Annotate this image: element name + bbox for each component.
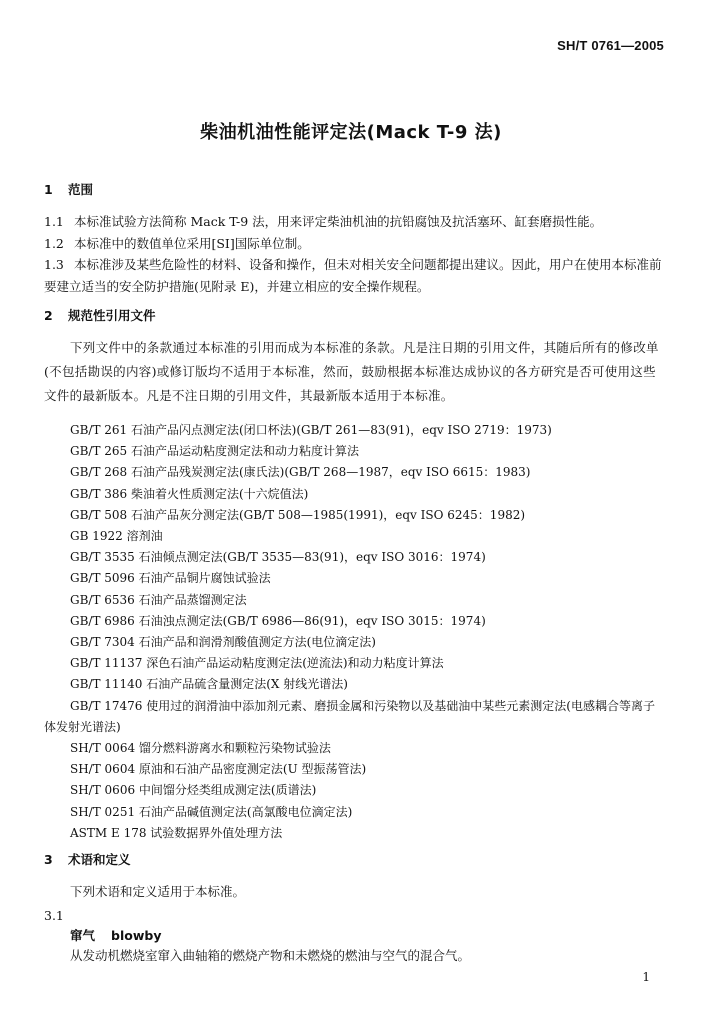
term-name: 窜气 [70, 928, 96, 943]
section-number: 2 [44, 308, 53, 323]
term-definition: 从发动机燃烧室窜入曲轴箱的燃烧产物和未燃烧的燃油与空气的混合气。 [70, 948, 471, 963]
reference-item: ASTM E 178 试验数据界外值处理方法 [70, 825, 283, 840]
reference-item: GB/T 386 柴油着火性质测定法(十六烷值法) [70, 486, 309, 501]
reference-item: SH/T 0604 原油和石油产品密度测定法(U 型振荡管法) [70, 762, 367, 777]
reference-item: GB/T 6986 石油浊点测定法(GB/T 6986—86(91)，eqv ISO 3015：1974) [70, 613, 486, 628]
reference-item: SH/T 0251 石油产品碱值测定法(高氯酸电位滴定法) [70, 804, 353, 819]
section-title: 术语和定义 [68, 852, 131, 867]
reference-list [44, 420, 670, 844]
clause-text: 本标准试验方法简称 Mack T-9 法，用来评定柴油机油的抗铅腐蚀及抗活塞环、缸套磨损性能。 [73, 214, 603, 229]
section-1-heading [44, 178, 664, 202]
section-number: 1 [44, 182, 53, 197]
clause-1-1 [44, 210, 664, 234]
reference-item: GB/T 268 石油产品残炭测定法(康氏法)(GB/T 268—1987，eqv ISO 6615：1983) [70, 465, 531, 480]
reference-item: GB/T 508 石油产品灰分测定法(GB/T 508—1985(1991)，eqv ISO 6245：1982) [70, 507, 526, 522]
reference-item: GB/T 6536 石油产品蒸馏测定法 [70, 592, 247, 607]
reference-item: SH/T 0064 馏分燃料游离水和颗粒污染物试验法 [70, 741, 331, 756]
reference-item: GB/T 3535 石油倾点测定法(GB/T 3535—83(91)，eqv ISO 3016：1974) [70, 550, 486, 565]
standard-code: SH/T 0761—2005 [557, 38, 664, 53]
reference-item: GB/T 17476 使用过的润滑油中添加剂元素、磨损金属和污染物以及基础油中某些元素测定法(电感耦合等离子体发射光谱法) [44, 698, 655, 734]
page-number: 1 [642, 970, 650, 984]
clause-number: 1.2 [44, 236, 64, 251]
reference-item: GB/T 7304 石油产品和润滑剂酸值测定方法(电位滴定法) [70, 635, 376, 650]
reference-item: GB/T 265 石油产品运动粘度测定法和动力粘度计算法 [70, 444, 359, 459]
reference-item: GB/T 261 石油产品闪点测定法(闭口杯法)(GB/T 261—83(91)，eqv ISO 2719：1973) [70, 423, 552, 437]
reference-item: GB/T 11140 石油产品硫含量测定法(X 射线光谱法) [70, 677, 348, 692]
clause-1-3 [44, 254, 664, 298]
reference-item: SH/T 0606 中间馏分烃类组成测定法(质谱法) [70, 783, 317, 798]
term-number: 3.1 [44, 908, 64, 923]
section-number: 3 [44, 852, 53, 867]
reference-item: GB 1922 溶剂油 [70, 529, 163, 544]
document-title: 柴油机油性能评定法(Mack T-9 法) [200, 122, 502, 143]
term-english: blowby [111, 928, 162, 943]
section-3-heading [44, 848, 664, 872]
section-2-heading [44, 304, 664, 328]
clause-text: 本标准中的数值单位采用[SI]国际单位制。 [73, 236, 310, 251]
reference-item: GB/T 5096 石油产品铜片腐蚀试验法 [70, 571, 271, 586]
clause-1-2 [44, 232, 664, 256]
section-2-intro: 下列文件中的条款通过本标准的引用而成为本标准的条款。凡是注日期的引用文件，其随后所有的修改单(不包括勘误的内容)或修订版均不适用于本标准，然而，鼓励根据本标准达成协议的各方研究是否可使用这些文件的最新版本。凡是不注日期的引用文件，其最新版本适用于本标准。 [44, 340, 659, 403]
clause-number: 1.1 [44, 214, 64, 229]
clause-number: 1.3 [44, 257, 64, 272]
section-title: 规范性引用文件 [68, 308, 156, 323]
clause-text: 本标准涉及某些危险性的材料、设备和操作，但未对相关安全问题都提出建议。因此，用户在使用本标准前要建立适当的安全防护措施(见附录 E)，并建立相应的安全操作规程。 [44, 257, 662, 294]
reference-item: GB/T 11137 深色石油产品运动粘度测定法(逆流法)和动力粘度计算法 [70, 656, 444, 671]
section-3-intro: 下列术语和定义适用于本标准。 [70, 884, 246, 899]
section-title: 范围 [68, 182, 94, 197]
